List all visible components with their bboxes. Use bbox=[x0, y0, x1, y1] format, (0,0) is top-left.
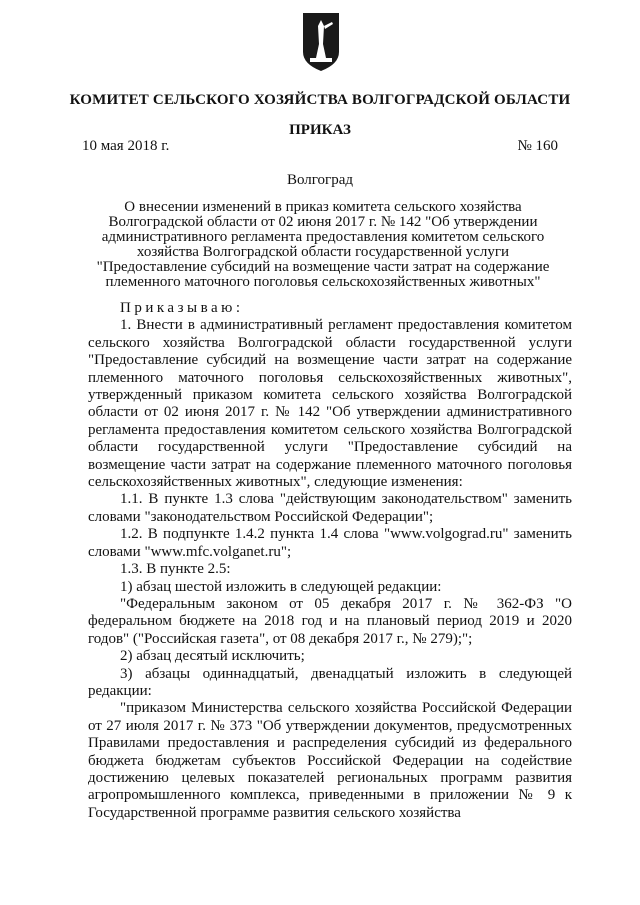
document-body bbox=[88, 300, 572, 822]
order-word: Приказываю: bbox=[120, 300, 244, 316]
body-paragraph: "приказом Министерства сельского хозяйства Российской Федерации от 27 июля 2017 г. № 373 "Об утверждении документов, предусмотренных Правилами предоставления и распределения субсидий из федерального бюджета бюджетам субъектов Российской Федерации на содействие достижению целевых показателей региональных программ развития агропромышленного комплекса, приведенными в приложении № 9 к Государственной программе развития сельского хозяйства bbox=[88, 700, 572, 821]
organization-name: КОМИТЕТ СЕЛЬСКОГО ХОЗЯЙСТВА ВОЛГОГРАДСКОЙ ОБЛАСТИ bbox=[69, 92, 571, 108]
body-paragraph: 1.2. В подпункте 1.4.2 пункта 1.4 слова "www.volgograd.ru" заменить словами "www.mfc.volganet.ru"; bbox=[88, 526, 572, 560]
body-paragraph: 1.3. В пункте 2.5: bbox=[120, 561, 231, 578]
document-city: Волгоград bbox=[286, 172, 353, 188]
document-number: № 160 bbox=[517, 138, 558, 154]
document-date: 10 мая 2018 г. bbox=[82, 138, 170, 154]
body-paragraph: 1.1. В пункте 1.3 слова "действующим законодательством" заменить словами "законодательством Российской Федерации"; bbox=[88, 491, 572, 525]
volgograd-emblem-icon bbox=[302, 12, 340, 72]
document-subject: О внесении изменений в приказ комитета сельского хозяйства Волгоградской области от 02 июня 2017 г. № 142 "Об утверждении административного регламента предоставления комитетом сельского хозяйства Волгоградской области государственной услуги "Предоставление субсидий на возмещение части затрат на содержание племенного маточного поголовья сельскохозяйственных животных" bbox=[96, 199, 550, 290]
body-paragraph: 1) абзац шестой изложить в следующей редакции: bbox=[120, 578, 442, 595]
body-paragraph: 3) абзацы одиннадцатый, двенадцатый изложить в следующей редакции: bbox=[88, 665, 572, 699]
body-paragraph: 2) абзац десятый исключить; bbox=[120, 648, 305, 665]
body-paragraph: 1. Внести в административный регламент предоставления комитетом сельского хозяйства Волгоградской области государственной услуги "Предоставление субсидий на возмещение части затрат на содержание племенного маточного поголовья сельскохозяйственных животных", утвержденный приказом комитета сельского хозяйства Волгоградской области от 02 июня 2017 г. № 142 "Об утверждении административного регламента предоставления комитетом сельского хозяйства Волгоградской области государственной услуги "Предоставление субсидий на возмещение части затрат на содержание племенного маточного поголовья сельскохозяйственных животных", следующие изменения: bbox=[88, 317, 572, 491]
body-paragraph: "Федеральным законом от 05 декабря 2017 г. № 362-ФЗ "О федеральном бюджете на 2018 год и на плановый период 2019 и 2020 годов" ("Российская газета", от 08 декабря 2017 г., № 279);"; bbox=[88, 595, 572, 647]
document-type: ПРИКАЗ bbox=[289, 122, 351, 138]
